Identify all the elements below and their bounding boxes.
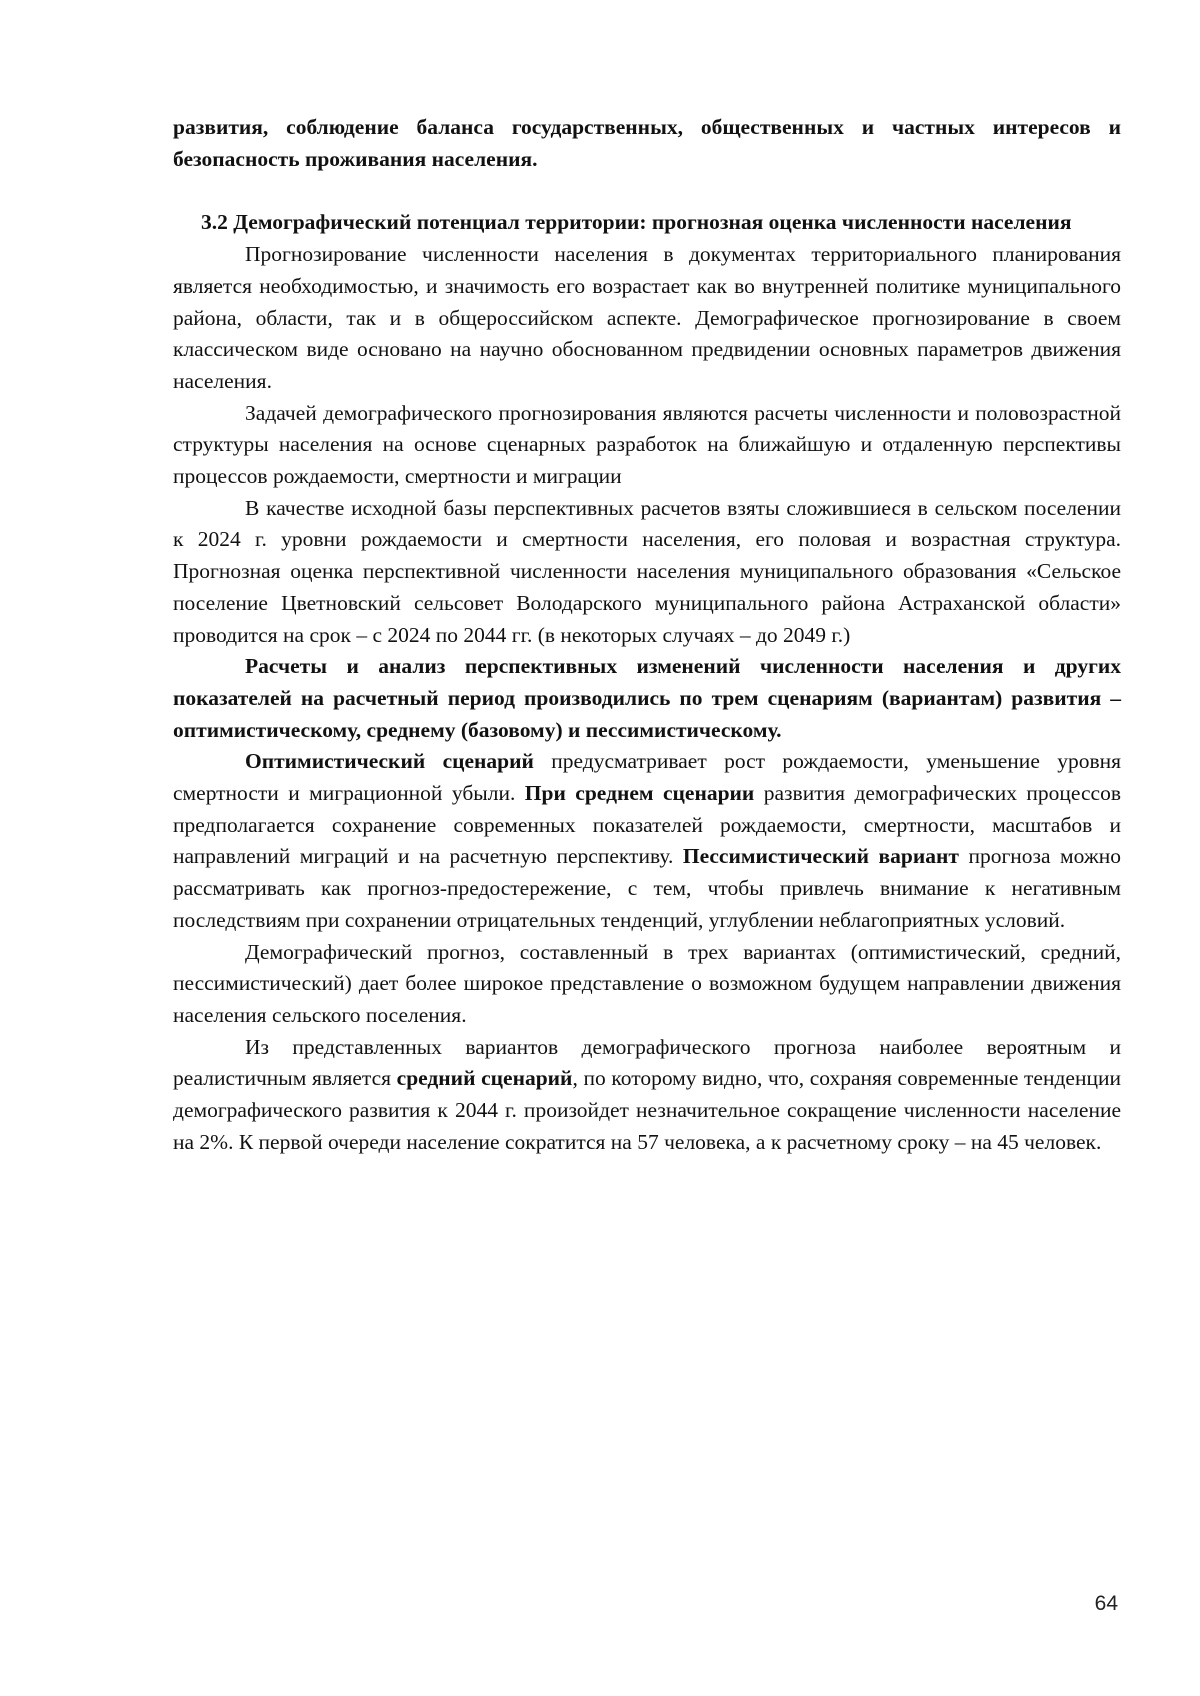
- medium-scenario-text: развития демографических процессов предполагается сохранение современных показателей рождаемости, смертности, масштабов и направлений миграций и на расчетную перспективу.: [173, 781, 1121, 869]
- paragraph-base-data: В качестве исходной базы перспективных расчетов взяты сложившиеся в сельском поселении к 2024 г. уровни рождаемости и смертности населения, его половая и возрастная структура. Прогнозная оценка перспективной численности населения муниципального образования «Сельское поселение Цветновский сельсовет Володарского муниципального района Астраханской области» проводится на срок – с 2024 по 2044 гг. (в некоторых случаях – до 2049 г.): [173, 495, 1121, 647]
- pessimistic-scenario-text: прогноза можно рассматривать как прогноз-предостережение, с тем, чтобы привлечь внимание к негативным последствиям при сохранении отрицательных тенденций, углублении неблагоприятных условий.: [173, 844, 1121, 932]
- paragraph-scenarios-summary: Расчеты и анализ перспективных изменений численности населения и других показателей на расчетный период производились по трем сценариям (вариантам) развития – оптимистическому, среднему (базовому) и пессимистическому.: [173, 654, 1121, 742]
- paragraph-forecasting-task: Задачей демографического прогнозирования являются расчеты численности и половозрастной структуры населения на основе сценарных разработок на ближайшую и отдаленную перспективы процессов рождаемости, смертности и миграции: [173, 400, 1121, 489]
- conclusion-text-start: Из представленных вариантов демографического прогноза наиболее вероятным и реалистичным является: [173, 1034, 1121, 1091]
- paragraph-scenario-descriptions: [173, 746, 1121, 936]
- medium-scenario-emphasis: средний сценарий: [396, 1066, 573, 1091]
- lead-paragraph: развития, соблюдение баланса государственных, общественных и частных интересов и безопасность проживания населения.: [173, 115, 1121, 171]
- optimistic-scenario-term: Оптимистический сценарий: [245, 749, 534, 774]
- paragraph-three-variants: Демографический прогноз, составленный в трех вариантах (оптимистический, средний, пессимистический) дает более широкое представление о возможном будущем направлении движения населения сельского поселения.: [173, 939, 1121, 1027]
- paragraph-conclusion: [173, 1032, 1121, 1159]
- optimistic-scenario-text: предусматривает рост рождаемости, уменьшение уровня смертности и миграционной убыли.: [173, 749, 1121, 806]
- page-number: 64: [1094, 1592, 1118, 1615]
- medium-scenario-term: При среднем сценарии: [524, 781, 755, 806]
- paragraph-forecasting-necessity: Прогнозирование численности населения в документах территориального планирования является необходимостью, и значимость его возрастает как во внутренней политике муниципального района, области, так и в общероссийском аспекте. Демографическое прогнозирование в своем классическом виде основано на научно обоснованном предвидении основных параметров движения населения.: [173, 242, 1121, 393]
- pessimistic-scenario-term: Пессимистический вариант: [682, 844, 959, 869]
- section-heading: 3.2 Демографический потенциал территории: прогнозная оценка численности населения: [201, 210, 1072, 235]
- conclusion-text-end: , по которому видно, что, сохраняя современные тенденции демографического развития к 2044 г. произойдет незначительное сокращение численности население на 2%. К первой очереди население сократится на 57 человека, а к расчетному сроку – на 45 человек.: [173, 1066, 1121, 1154]
- document-page: [173, 112, 1121, 1159]
